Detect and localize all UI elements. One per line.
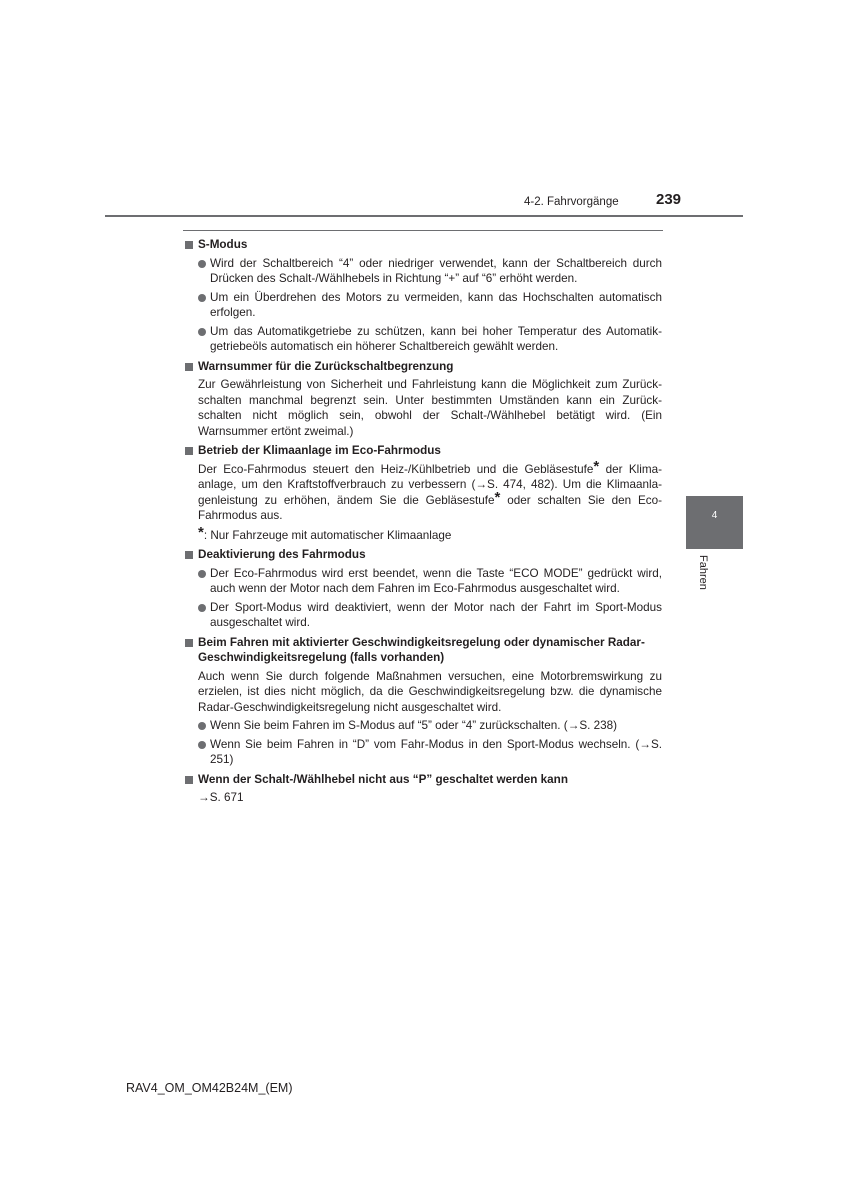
section-heading-warnsummer: Warnsummer für die Zurückschaltbegrenzung: [185, 359, 662, 375]
square-bullet-icon: [185, 363, 193, 371]
page-number: 239: [656, 191, 682, 208]
section-heading-geschwindigkeit: Beim Fahren mit aktivierter Geschwindigkeitsregelung oder dynamischer Radar-Geschwindigkeitsregelung (falls vorhanden): [185, 635, 662, 666]
square-bullet-icon: [185, 776, 193, 784]
circle-bullet-icon: [198, 260, 206, 268]
paragraph: Zur Gewährleistung von Sicherheit und Fahrleistung kann die Möglichkeit zum Zurück-schalten manchmal begrenzt sein. Unter bestimmten Umständen kann ein Zurück-schalten nicht möglich sein, obwohl der Schalt-/Wählhebel betätigt wird. (Ein Warnsummer ertönt zweimal.): [198, 378, 662, 438]
footnote-asterisk: *: [593, 457, 600, 475]
page-content: [185, 237, 662, 806]
chapter-label: Fahren: [697, 555, 709, 590]
list-item: Wenn Sie beim Fahren im S-Modus auf “5” oder “4” zurückschalten. (→S. 238): [185, 718, 662, 734]
circle-bullet-icon: [198, 741, 206, 749]
footnote: *: Nur Fahrzeuge mit automatischer Klimaanlage: [198, 523, 452, 542]
circle-bullet-icon: [198, 604, 206, 612]
circle-bullet-icon: [198, 328, 206, 336]
page-reference: →S. 671: [198, 791, 244, 804]
section-heading-klimaanlage: Betrieb der Klimaanlage im Eco-Fahrmodus: [185, 443, 662, 459]
header-divider: [105, 215, 743, 217]
square-bullet-icon: [185, 447, 193, 455]
list-item: Um das Automatikgetriebe zu schützen, kann bei hoher Temperatur des Automatik-getriebeöls automatisch ein höherer Schaltbereich gewählt werden.: [185, 324, 662, 355]
document-code: RAV4_OM_OM42B24M_(EM): [126, 1081, 293, 1095]
section-heading-deaktivierung: Deaktivierung des Fahrmodus: [185, 547, 662, 563]
footnote-asterisk: *: [198, 523, 204, 541]
square-bullet-icon: [185, 551, 193, 559]
list-item: Um ein Überdrehen des Motors zu vermeiden, kann das Hochschalten automatisch erfolgen.: [185, 290, 662, 321]
circle-bullet-icon: [198, 570, 206, 578]
section-heading-schalthebel: Wenn der Schalt-/Wählhebel nicht aus “P” geschaltet werden kann: [185, 772, 662, 788]
list-item: Wenn Sie beim Fahren in “D” vom Fahr-Modus in den Sport-Modus wechseln. (→S. 251): [185, 737, 662, 768]
chapter-number: 4: [711, 510, 718, 521]
circle-bullet-icon: [198, 722, 206, 730]
list-item: Wird der Schaltbereich “4” oder niedriger verwendet, kann der Schaltbereich durch Drücken des Schalt-/Wählhebels in Richtung “+” auf “6” erhöht werden.: [185, 256, 662, 287]
content-divider: [183, 230, 663, 231]
footnote-asterisk: *: [494, 488, 501, 506]
section-title: 4-2. Fahrvorgänge: [524, 196, 619, 208]
list-item: Der Sport-Modus wird deaktiviert, wenn der Motor nach der Fahrt im Sport-Modus ausgeschaltet wird.: [185, 600, 662, 631]
square-bullet-icon: [185, 241, 193, 249]
paragraph: Der Eco-Fahrmodus steuert den Heiz-/Kühlbetrieb und die Gebläsestufe* der Klima-anlage, um den Kraftstoffverbrauch zu verbessern (→S. 474, 482). Um die Klimaanla-genleistung zu erhöhen, ändem Sie die Gebläsestufe* oder schalten Sie den Eco-Fahrmodus aus.: [198, 457, 662, 522]
circle-bullet-icon: [198, 294, 206, 302]
paragraph: Auch wenn Sie durch folgende Maßnahmen versuchen, eine Motorbremswirkung zu erzielen, ist dies nicht möglich, da die Geschwindigkeitsregelung bzw. die dynamische Radar-Geschwindigkeitsregelung nicht ausgeschaltet wird.: [198, 669, 662, 714]
section-heading-s-modus: S-Modus: [185, 237, 662, 253]
list-item: Der Eco-Fahrmodus wird erst beendet, wenn die Taste “ECO MODE” gedrückt wird, auch wenn der Motor nach dem Fahren im Eco-Fahrmodus ausgeschaltet wird.: [185, 566, 662, 597]
square-bullet-icon: [185, 639, 193, 647]
chapter-tab: [686, 496, 743, 549]
